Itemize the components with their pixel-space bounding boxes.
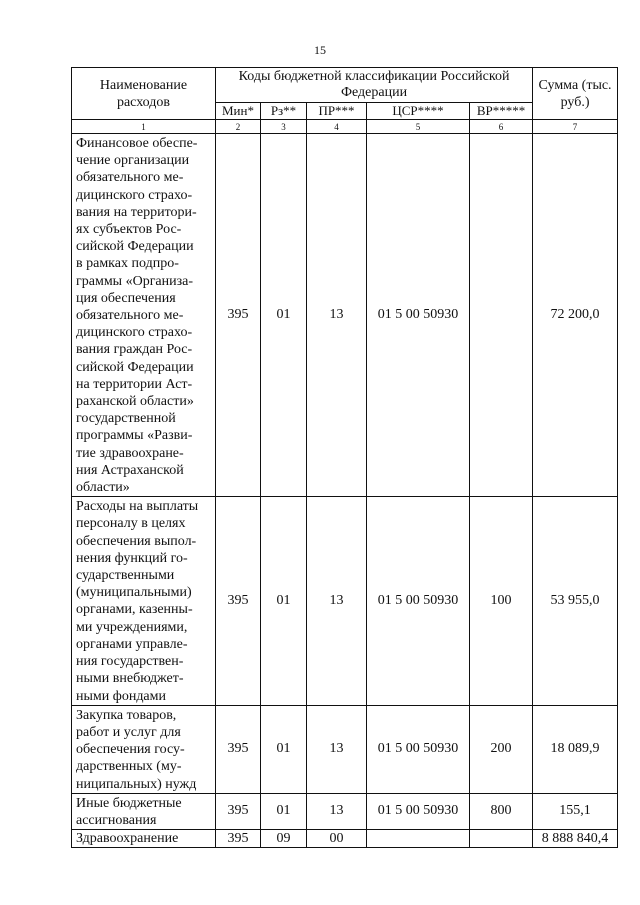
column-number: 1 (72, 120, 216, 134)
min-code: 395 (216, 793, 261, 829)
header-classification-codes: Коды бюджетной классификации Российской Федерации (216, 68, 533, 103)
column-number: 6 (470, 120, 533, 134)
sum-value: 155,1 (533, 793, 618, 829)
table-row (72, 793, 618, 829)
csr-code (367, 830, 470, 848)
pr-code: 00 (307, 830, 367, 848)
header-rz: Рз** (261, 103, 307, 120)
rz-code: 01 (261, 497, 307, 705)
header-pr: ПР*** (307, 103, 367, 120)
column-number: 7 (533, 120, 618, 134)
column-number: 3 (261, 120, 307, 134)
vr-code (470, 830, 533, 848)
page-number: 15 (314, 43, 326, 57)
column-number: 5 (367, 120, 470, 134)
column-number: 4 (307, 120, 367, 134)
budget-table (71, 67, 618, 848)
csr-code: 01 5 00 50930 (367, 497, 470, 705)
expense-name: Расходы на выплаты персоналу в целях обеспечения выпол- нения функций го- сударственными (муниципальными) органами, казенны- ми учреждениями, органами управле- ния государствен- ными внебюджет- ными фондами (72, 497, 216, 705)
min-code: 395 (216, 705, 261, 793)
sum-value: 53 955,0 (533, 497, 618, 705)
column-number-row (72, 120, 618, 134)
header-row-top (72, 68, 618, 103)
column-number: 2 (216, 120, 261, 134)
header-csr: ЦСР**** (367, 103, 470, 120)
table-row (72, 705, 618, 793)
vr-code: 100 (470, 497, 533, 705)
sum-value: 72 200,0 (533, 134, 618, 497)
csr-code: 01 5 00 50930 (367, 705, 470, 793)
min-code: 395 (216, 497, 261, 705)
rz-code: 01 (261, 134, 307, 497)
expense-name: Финансовое обеспе- чение организации обязательного ме- дицинского страхо- вания на территори- ях субъектов Рос- сийской Федерации в рамках подпро- граммы «Организа- ция обеспечения обязательного ме- дицинского страхо- вания граждан Рос- сийской Федерации на территории Аст- раханской области» государственной программы «Разви- тие здравоохране- ния Астраханской области» (72, 134, 216, 497)
sum-value: 8 888 840,4 (533, 830, 618, 848)
table-row (72, 830, 618, 848)
pr-code: 13 (307, 793, 367, 829)
sum-value: 18 089,9 (533, 705, 618, 793)
vr-code: 200 (470, 705, 533, 793)
expense-name: Иные бюджетные ассигнования (72, 793, 216, 829)
rz-code: 01 (261, 705, 307, 793)
header-min: Мин* (216, 103, 261, 120)
min-code: 395 (216, 134, 261, 497)
pr-code: 13 (307, 497, 367, 705)
rz-code: 09 (261, 830, 307, 848)
table-row (72, 134, 618, 497)
expense-name: Здравоохранение (72, 830, 216, 848)
vr-code (470, 134, 533, 497)
csr-code: 01 5 00 50930 (367, 134, 470, 497)
header-vr: ВР***** (470, 103, 533, 120)
header-expense-name: Наименование расходов (72, 68, 216, 120)
expense-name: Закупка товаров, работ и услуг для обеспечения госу- дарственных (му- ниципальных) нужд (72, 705, 216, 793)
csr-code: 01 5 00 50930 (367, 793, 470, 829)
vr-code: 800 (470, 793, 533, 829)
table-row (72, 497, 618, 705)
pr-code: 13 (307, 134, 367, 497)
header-sum: Сумма (тыс. руб.) (533, 68, 618, 120)
min-code: 395 (216, 830, 261, 848)
pr-code: 13 (307, 705, 367, 793)
rz-code: 01 (261, 793, 307, 829)
